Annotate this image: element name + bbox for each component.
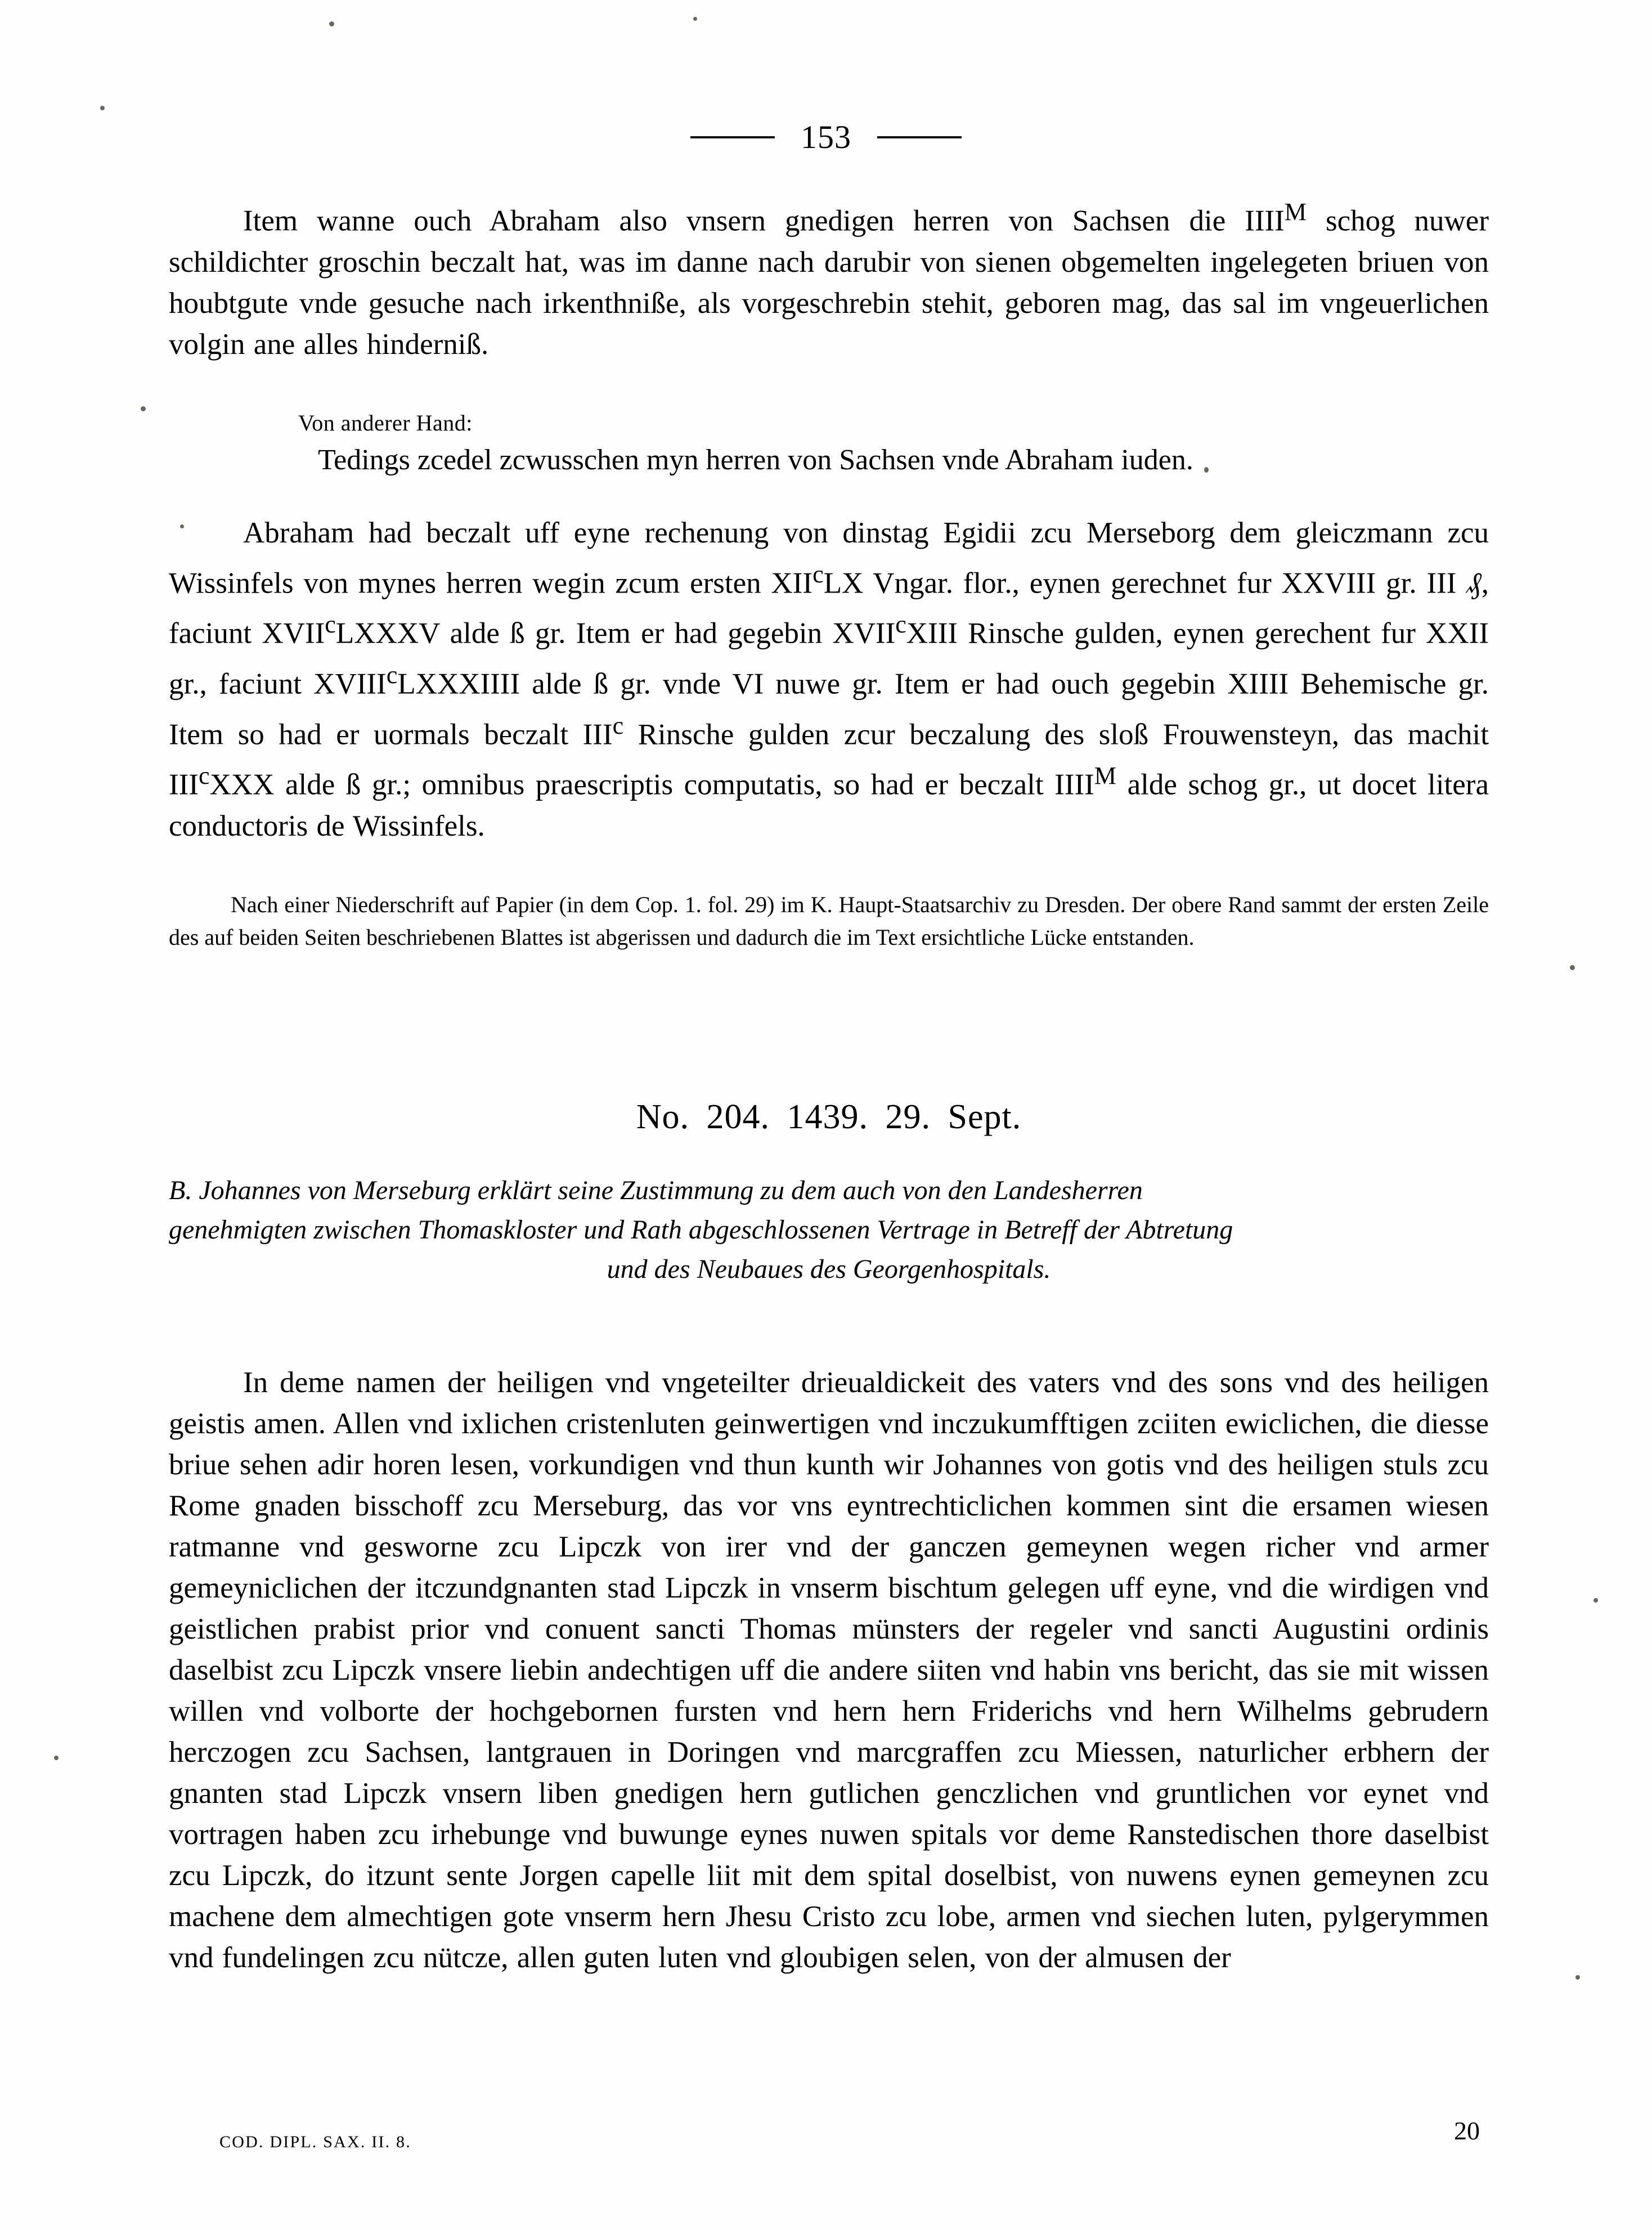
spacer: [169, 847, 1489, 889]
scan-speck: [54, 1756, 59, 1760]
running-head: [0, 118, 1652, 156]
scan-speck: [1593, 1598, 1598, 1603]
rule-right: [877, 136, 962, 138]
scan-speck: [329, 21, 334, 26]
spacer: [169, 481, 1489, 513]
charter-204-body: In deme namen der heiligen vnd vngeteilter drieualdickeit des vaters vnd des sons vnd des heiligen geistis amen. Allen vnd ixlichen cristenluten geinwertigen vnd inczukumfftigen zciiten ewiclichen, die diesse briue sehen adir horen lesen, vorkundigen vnd thun kunth wir Johannes von gotis vnd des heiligen stuls zcu Rome gnaden bisschoff zcu Merseburg, das vor vns eyntrechticlichen kommen sint die ersamen wiesen ratmanne vnd gesworne zcu Lipczk von irer vnd der ganczen gemeynen wegen richer vnd armer gemeyniclichen der itczundgnanten stad Lipczk in vnserm bischtum gelegen uff eyne, vnd die wirdigen vnd geistlichen prabist prior vnd conuent sancti Thomas münsters der regeler vnd sancti Augustini ordinis daselbist zcu Lipczk vnsere liebin andechtigen uff die andere siiten vnd habin vns bericht, das sie mit wissen willen vnd volborte der hochgebornen fursten vnd hern hern Friderichs vnd hern Wilhelms gebrudern herczogen zcu Sachsen, lantgrauen in Doringen vnd marcgraffen zcu Miessen, naturlicher erbhern der gnanten stad Lipczk vnsern liben gnedigen hern gutlichen genczlichen vnd gruntlichen vor eynet vnd vortragen haben zcu irhebunge vnd buwunge eynes nuwen spitals vor deme Ranstedischen thore daselbist zcu Lipczk, do itzunt sente Jorgen capelle liit mit dem spital doselbist, von nuwens eynen gemeynen zcu machene dem almechtigen gote vnserm hern Jhesu Cristo zcu lobe, armen vnd siechen luten, pylgerymmen vnd fundelingen zcu nütcze, allen guten luten vnd gloubigen selen, von der almusen der: [169, 1366, 1489, 1974]
regest-line-3: und des Neubaues des Georgenhospitals.: [607, 1254, 1051, 1284]
charter-heading: No. 204. 1439. 29. Sept.: [636, 1097, 1022, 1136]
hand-note-label: Von anderer Hand:: [298, 410, 473, 436]
spacer: [169, 954, 1489, 1094]
spacer: [169, 365, 1489, 407]
spacer: [169, 1289, 1489, 1362]
page-number-bottom: 20: [1454, 2116, 1480, 2145]
regest-line-2: genehmigten zwischen Thomaskloster und Rath abgeschlossenen Vertrage in Betreff der Abtretung: [169, 1214, 1233, 1245]
rule-left: [690, 136, 775, 138]
scan-speck: [100, 106, 105, 110]
charter-203-closing-paragraph: Item wanne ouch Abraham also vnsern gnedigen herren von Sachsen die $IIII^M$ schog nuwer schildichter groschin beczalt hat, was im danne nach darubir von sienen obgemelten ingelegeten briuen von houbtgute vnde gesuche nach irkenthniße, als vorgeschrebin stehit, geboren mag, das sal im vngeuerlichen volgin ane alles hinderniß.: [169, 198, 1489, 361]
source-note: Nach einer Niederschrift auf Papier (in dem Cop. 1. fol. 29) im K. Haupt-Staatsarchiv zu Dresden. Der obere Rand sammt der ersten Zeile des auf beiden Seiten beschriebenen Blattes ist abgerissen und dadurch die im Text ersichtliche Lücke entstanden.: [169, 891, 1489, 950]
hand-note-text: Tedings zcedel zcwusschen myn herren von Sachsen vnde Abraham iuden.: [318, 443, 1193, 476]
page-number-top: 153: [801, 119, 851, 155]
scan-speck: [1575, 1975, 1580, 1980]
spacer: [169, 1139, 1489, 1171]
scan-speck: [141, 406, 146, 411]
scan-speck: [693, 17, 697, 21]
text-column: [169, 191, 1489, 1978]
regest-line-1: B. Johannes von Merseburg erklärt seine Zustimmung zu dem auch von den Landesherren: [169, 1175, 1143, 1205]
account-paragraph: Abraham had beczalt uff eyne rechenung von dinstag Egidii zcu Merseborg dem gleiczmann zcu Wissinfels von mynes herren wegin zcum ersten XII$^c$LX Vngar. flor., eynen gerechnet fur XXVIII gr. III ₰, faciunt XVII$^c$LXXXV alde ß gr. Item er had gegebin XVII$^c$XIII Rinsche gulden, eynen gerechent fur XXII gr., faciunt XVIII$^c$LXXXIIII alde ß gr. vnde VI nuwe gr. Item er had ouch gegebin XIIII Behemische gr. Item so had er uormals beczalt III$^c$ Rinsche gulden zcur beczalung des sloß Frouwensteyn, das machit III$^c$XXX alde ß gr.; omnibus praescriptis computatis, so had er beczalt $IIII^M$ alde schog gr., ut docet litera conductoris de Wissinfels.: [169, 516, 1489, 842]
scan-speck: [1570, 965, 1575, 970]
volume-signature: COD. DIPL. SAX. II. 8.: [219, 2133, 411, 2151]
